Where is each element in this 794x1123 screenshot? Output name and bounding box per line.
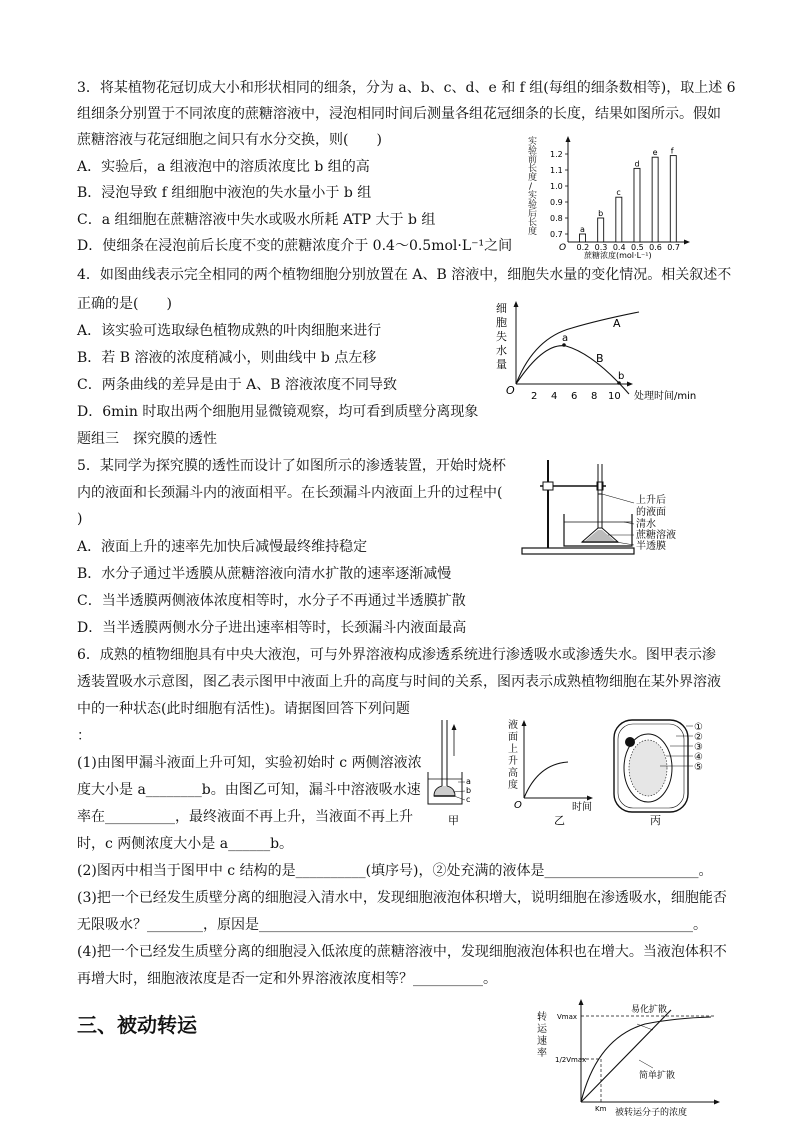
bar-label-e: e <box>652 148 658 158</box>
curve-label-b: b <box>618 371 625 382</box>
tr-simple-line <box>581 1010 671 1102</box>
bar-f <box>670 156 676 242</box>
tr-vmax-label: Vmax <box>557 1013 578 1021</box>
bar-xtick-label: 0.2 <box>576 243 590 252</box>
q6-sub1-line4: 时，c 两侧浓度大小是 a______b。 <box>77 836 294 852</box>
bing-label-4: ④ <box>694 752 703 763</box>
tr-label-facilitated: 易化扩散 <box>631 1005 668 1015</box>
curve-xtick-4: 4 <box>551 391 558 402</box>
q6-sub4-line1: (4)把一个已经发生质壁分离的细胞浸入低浓度的蔗糖溶液中，发现细胞液泡体积也在增大。当液泡体积不 <box>77 944 727 960</box>
section3-heading: 三、被动转运 <box>77 1013 197 1037</box>
bar-xtick-label: 0.3 <box>594 243 608 252</box>
q3-option-c: C．a 组细胞在蔗糖溶液中失水或吸水所耗 ATP 大于 b 组 <box>77 212 436 228</box>
yi-ylabel-5: 高 <box>508 768 518 779</box>
q5-line2: 内的液面和长颈漏斗内的液面相平。在长颈漏斗内液面上升的过程中( <box>77 485 503 501</box>
stand-base <box>522 548 634 554</box>
yi-curve <box>524 762 568 798</box>
bar-ytick-label: 0.7 <box>550 230 563 239</box>
curve-xlabel: 处理时间/min <box>634 391 697 402</box>
bar-xtick-label: 0.4 <box>612 243 626 252</box>
q4-line2: 正确的是( ) <box>77 296 172 312</box>
bar-x-arrow <box>684 240 690 245</box>
curve-ylabel-1: 细 <box>496 302 507 315</box>
bar-chart-figure <box>526 134 726 260</box>
bar-ylabel-5: 度 <box>528 173 538 183</box>
yi-xlabel: 时间 <box>572 802 592 813</box>
leader-4 <box>616 542 634 545</box>
yi-ylabel-6: 度 <box>508 780 518 791</box>
bar-ytick-label: 1.2 <box>550 150 563 159</box>
bar-ylabel-2: 验 <box>528 146 538 156</box>
bing-vacuole <box>629 740 667 796</box>
bar-ylabel-3: 前 <box>528 155 538 165</box>
bar-label-f: f <box>670 146 674 156</box>
bar-label-b: b <box>598 209 604 218</box>
osmo-label-sucrose: 蔗糖溶液 <box>636 530 676 541</box>
tr-halfvmax-label: 1/2Vmax <box>555 1056 587 1064</box>
bar-e <box>652 157 658 242</box>
osmo-label-risen-2: 的液面 <box>636 507 666 518</box>
bar-y-arrow <box>566 136 571 142</box>
bar-label-a: a <box>580 225 585 234</box>
bar-ylabel-8: 验 <box>528 200 538 210</box>
curve-ylabel-4: 水 <box>496 344 507 357</box>
bing-label-5: ⑤ <box>694 762 703 773</box>
bar-xlabel: 蔗糖浓度(mol·L⁻¹) <box>584 251 652 260</box>
bar-a <box>580 234 586 242</box>
tr-ylabel-4: 率 <box>537 1048 547 1059</box>
q6-line3: 中的一种状态(此时细胞有活性)。请据图回答下列问题 <box>77 701 410 717</box>
yi-ylabel-1: 液 <box>508 720 518 731</box>
q4-line1: 4．如图曲线表示完全相同的两个植物细胞分别放置在 A、B 溶液中，细胞失水量的变化情况。相关叙述不 <box>77 267 732 283</box>
curve-origin: O <box>506 384 515 397</box>
bing-label-1: ① <box>694 722 703 733</box>
q4-option-d: D．6min 时取出两个细胞用显微镜观察，均可看到质壁分离现象 <box>77 404 479 420</box>
jia-label-a: a <box>466 777 471 786</box>
tr-facilitated-curve <box>581 1017 711 1102</box>
bar-b <box>598 218 604 242</box>
q3-option-a: A．实验后，a 组液泡中的溶质浓度比 b 组的高 <box>77 159 370 175</box>
q6-sub1-line3: 率在__________，最终液面不再上升，当液面不再上升 <box>77 809 413 825</box>
bing-nucleus <box>625 737 635 747</box>
curve-label-B: B <box>596 352 604 365</box>
bar-xtick-label: 0.6 <box>649 243 662 252</box>
tr-ylabel-1: 转 <box>537 1012 547 1023</box>
bar-xtick-label: 0.5 <box>630 243 644 252</box>
jia-up-arrow-head <box>452 724 457 730</box>
tr-ylabel-3: 速 <box>537 1036 547 1047</box>
bar-ylabel-10: 长 <box>528 218 538 228</box>
q6-sub3-line2: 无限吸水？________，原因是______________________________________________________________。 <box>77 917 707 933</box>
curve-xtick-6: 6 <box>571 391 578 402</box>
curve-figure <box>494 298 716 410</box>
q6-line4: ： <box>77 728 91 744</box>
curve-ylabel-5: 量 <box>496 358 507 371</box>
curve-label-a: a <box>562 333 569 344</box>
q5-option-b: B．水分子通过半透膜从蔗糖溶液向清水扩散的速率逐渐减慢 <box>77 566 452 582</box>
q5-option-d: D．当半透膜两侧水分子进出速率相等时，长颈漏斗内液面最高 <box>77 620 467 636</box>
jia-funnel <box>434 786 455 796</box>
q4-option-b: B．若 B 溶液的浓度稍减小，则曲线中 b 点左移 <box>77 350 377 366</box>
q3-line1: 3．将某植物花冠切成大小和形状相同的细条，分为 a、b、c、d、e 和 f 组(每组的细条数相等)，取上述 6 <box>77 80 736 96</box>
curve-y-arrow <box>514 301 519 307</box>
tr-label-simple: 简单扩散 <box>639 1071 676 1081</box>
bing-label-2: ② <box>694 732 703 743</box>
tr-ylabel-2: 运 <box>537 1024 547 1035</box>
bar-ylabel-7: 实 <box>528 191 538 201</box>
figure-bing <box>608 716 718 828</box>
bar-c <box>616 197 622 242</box>
osmo-label-water: 清水 <box>636 519 656 530</box>
tr-km-label: Km <box>595 1105 607 1113</box>
yi-ylabel-4: 升 <box>508 756 518 767</box>
osmosis-apparatus-figure <box>516 456 720 558</box>
q5-line1: 5．某同学为探究膜的透性而设计了如图所示的渗透装置，开始时烧杯 <box>77 458 506 474</box>
q3-line2: 组细条分别置于不同浓度的蔗糖溶液中，浸泡相同时间后测量各组花冠细条的长度，结果如图所示。假如 <box>77 106 721 122</box>
bar-ytick-label: 0.9 <box>550 198 563 207</box>
transport-rate-figure <box>535 998 725 1118</box>
q4-option-a: A．该实验可选取绿色植物成熟的叶肉细胞来进行 <box>77 323 382 339</box>
bar-d <box>634 168 640 242</box>
bar-ylabel-6: / <box>529 182 533 192</box>
q5-option-c: C．当半透膜两侧液体浓度相等时，水分子不再通过半透膜扩散 <box>77 593 466 609</box>
tr-x-arrow <box>714 1100 720 1105</box>
curve-xtick-8: 8 <box>591 391 598 402</box>
curve-xtick-2: 2 <box>531 391 538 402</box>
curve-x-arrow <box>627 382 633 387</box>
leader-1 <box>602 494 634 503</box>
q3-option-b: B．浸泡导致 f 组细胞中液泡的失水量小于 b 组 <box>77 185 372 201</box>
q3-line3: 蔗糖溶液与花冠细胞之间只有水分交换，则( ) <box>77 132 382 148</box>
q6-sub1-line1: (1)由图甲漏斗液面上升可知，实验初始时 c 两侧溶液浓 <box>77 755 422 771</box>
q6-sub4-line2: 再增大时，细胞液浓度是否一定和外界溶液浓度相等？__________。 <box>77 971 497 987</box>
curve-ylabel-3: 失 <box>496 330 507 343</box>
bing-caption: 丙 <box>650 814 661 827</box>
stand-clamp <box>543 482 553 490</box>
q6-sub1-line2: 度大小是 a________b。由图乙可知，漏斗中溶液吸水速 <box>77 782 421 798</box>
group3-heading: 题组三 探究膜的透性 <box>77 431 217 447</box>
bar-ytick-label: 1.1 <box>550 166 563 175</box>
q6-line2: 透装置吸水示意图，图乙表示图甲中液面上升的高度与时间的关系，图丙表示成熟植物细胞在某外界溶液 <box>77 674 721 690</box>
yi-caption: 乙 <box>554 814 565 827</box>
bar-ytick-label: 0.8 <box>550 214 563 223</box>
yi-ylabel-3: 上 <box>508 744 518 755</box>
bar-ylabel-11: 度 <box>528 227 538 237</box>
curve-ylabel-2: 胞 <box>496 316 507 329</box>
figure-yi <box>502 716 602 828</box>
yi-origin: O <box>514 800 522 811</box>
q6-sub3-line1: (3)把一个已经发生质壁分离的细胞浸入清水中，发现细胞液泡体积增大，说明细胞在渗透吸水，细胞能否 <box>77 890 727 906</box>
q5-line3: ) <box>77 511 83 527</box>
bar-label-c: c <box>616 188 621 198</box>
bar-origin: O <box>559 243 567 253</box>
osmo-label-membrane: 半透膜 <box>636 541 666 552</box>
jia-label-c: c <box>466 795 471 804</box>
tr-xlabel: 被转运分子的浓度 <box>615 1108 688 1118</box>
curve-xtick-10: 10 <box>608 391 621 402</box>
osmo-label-risen-1: 上升后 <box>636 495 666 506</box>
bar-ylabel-4: 长 <box>528 164 538 174</box>
yi-x-arrow <box>587 796 593 801</box>
bar-ylabel-9: 后 <box>528 209 538 219</box>
q4-option-c: C．两条曲线的差异是由于 A、B 溶液浓度不同导致 <box>77 377 398 393</box>
figure-jia <box>420 716 490 828</box>
bar-ylabel-1: 实 <box>528 137 538 147</box>
bar-ytick-label: 1.0 <box>550 182 563 191</box>
jia-label-b: b <box>466 786 472 795</box>
bar-label-d: d <box>634 159 640 169</box>
q3-option-d: D．使细条在浸泡前后长度不变的蔗糖浓度介于 0.4～0.5mol·L⁻¹之间 <box>77 238 513 254</box>
yi-y-arrow <box>522 720 527 726</box>
yi-ylabel-2: 面 <box>508 732 518 743</box>
curve-label-A: A <box>613 317 621 330</box>
tr-y-arrow <box>579 999 584 1005</box>
q6-line1: 6．成熟的植物细胞具有中央大液泡，可与外界溶液构成渗透系统进行渗透吸水或渗透失水。图甲表示渗 <box>77 647 716 663</box>
q6-sub2: (2)图丙中相当于图甲中 c 结构的是__________(填序号)，②处充满的液体是______________________。 <box>77 863 713 879</box>
jia-caption: 甲 <box>448 814 459 827</box>
bar-xtick-label: 0.7 <box>667 243 681 252</box>
q5-option-a: A．液面上升的速率先加快后减慢最终维持稳定 <box>77 539 368 555</box>
bing-label-3: ③ <box>694 742 703 753</box>
